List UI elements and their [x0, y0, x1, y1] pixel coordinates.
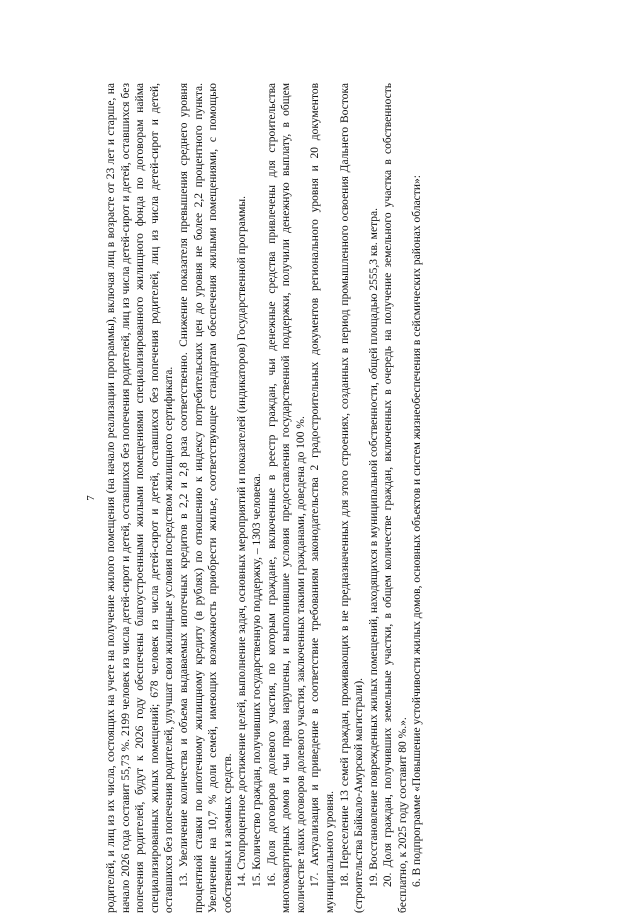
body-text [104, 83, 425, 913]
paragraph-item-14: 14. Стопроцентное достижение целей, выполнение задач, основных мероприятий и показателей (индикаторов) Государственной программы. [236, 195, 249, 887]
rotated-page-content [84, 83, 604, 913]
paragraph-item-20: 20. Доля граждан, получивших земельные участки, в общем количестве граждан, включенных в очередь на получение земельного участка в собственность бесплатно, к 2025 году составит 80 %.». [382, 83, 409, 913]
paragraph-continuation: родителей, и лиц из их числа, состоящих на учете на получение жилого помещения (на начало реализации программы), включая лиц в возрасте от 23 лет и старше, на начало 2026 года составит 55,73 %. 2199 человек из числа детей-сирот и детей, оставшихся без попечения родителей, лиц из числа детей-сирот и детей, оставшихся без попечения родителей, будут к 2026 году обеспечены благоустроенными жилыми помещениями специализированного жилищного фонда по договорам найма специализированных жилых помещений; 678 человек из числа детей-сирот и детей, оставшихся без попечения родителей, лиц из числа детей-сирот и детей, оставшихся без попечения родителей, улучшат свои жилищные условия посредством жилищного сертификата. [105, 83, 176, 913]
paragraph-item-18: 18. Переселение 13 семей граждан, проживающих в не предназначенных для этого строениях, созданных в период промышленного освоения Дальнего Востока (строительства Байкало-Амурской магистрали). [338, 83, 366, 913]
paragraph-section-6: 6. В подпрограмме «Повышение устойчивости жилых домов, основных объектов и систем жизнеобеспечения в сейсмических районах области»: [411, 175, 424, 887]
paragraph-item-15: 15. Количество граждан, получивших государственную поддержку, – 1303 человека. [250, 473, 263, 887]
paragraph-item-13: 13. Увеличение количества и объема выдаваемых ипотечных кредитов в 2,2 и 2,8 раза соответственно. Снижение показателя превышения среднего уровня процентной ставки по ипотечному жилищному кредиту (в рублях) по отношению к индексу потребительских цен до уровня не более 2,2 процентного пункта. Увеличение на 10,7 % доли семей, имеющих возможность приобрести жилье, соответствующее стандартам обеспечения жилыми помещениями, с помощью собственных и заемных средств. [177, 83, 234, 913]
paragraph-item-19: 19. Восстановление поврежденных жилых помещений, находящихся в муниципальной собственности, общей площадью 2555,3 кв. метра. [367, 208, 380, 887]
page-number: 7 [85, 495, 97, 501]
paragraph-item-17: 17. Актуализация и приведение в соответствие требованиям законодательства 2 градостроительных документов регионального уровня и 20 документов муниципального уровня. [309, 83, 336, 913]
paragraph-item-16: 16. Доля договоров долевого участия, по которым граждане, включенные в реестр граждан, чьи денежные средства привлечены для строительства многоквартирных домов и чьи права нарушены, и выполнившие условия предоставления государственной поддержки, получили денежную выплату, в общем количестве таких договоров долевого участия, заключенных такими гражданами, доведена до 100 %. [265, 83, 307, 913]
